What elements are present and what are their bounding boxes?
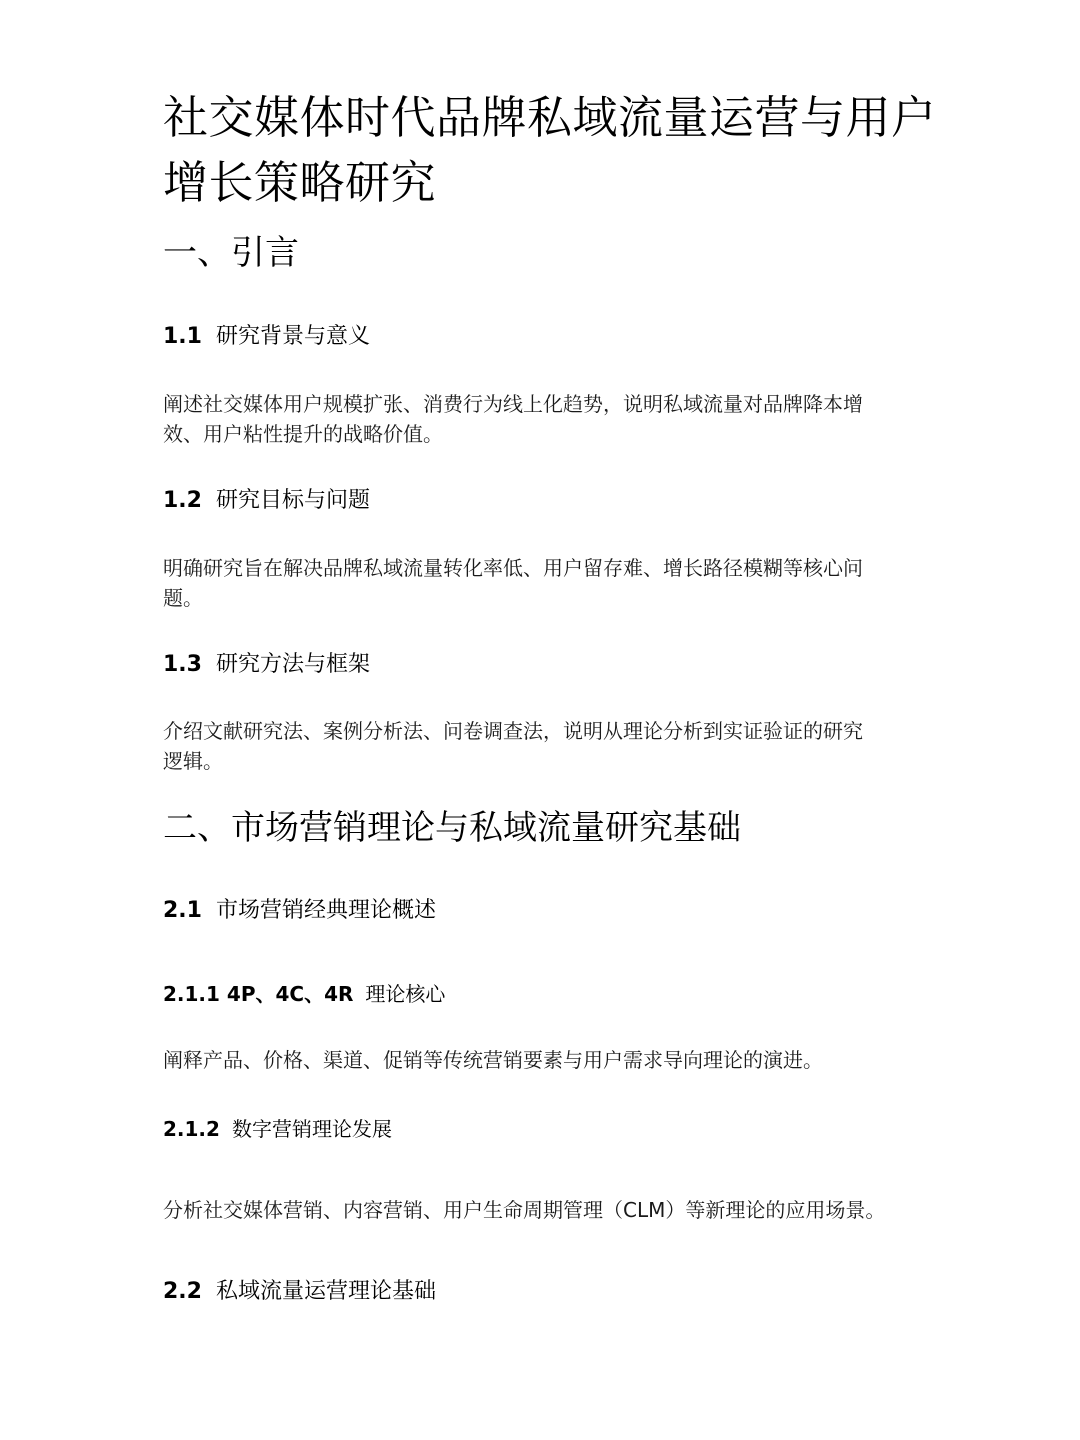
section-2-1-2-number: 2.1.2: [163, 1117, 220, 1141]
section-2-1-1-title: 理论核心: [365, 982, 446, 1006]
section-2-1-1-heading: [163, 980, 445, 1008]
section-1-2-heading: [163, 486, 370, 516]
section-2-1-2-paragraph: [163, 1195, 923, 1225]
section-1-3-number: 1.3: [163, 652, 202, 677]
paragraph-line: 阐述社交媒体用户规模扩张、消费行为线上化趋势，说明私域流量对品牌降本增: [163, 392, 863, 416]
section-1-1-number: 1.1: [163, 324, 202, 349]
document-title-line-1: 社交媒体时代品牌私域流量运营与用户: [163, 91, 937, 144]
section-1-3-heading: [163, 650, 370, 680]
section-2-2-title: 私域流量运营理论基础: [215, 1279, 436, 1304]
section-2-1-2-title: 数字营销理论发展: [231, 1117, 392, 1141]
paragraph-line: 介绍文献研究法、案例分析法、问卷调查法，说明从理论分析到实证验证的研究: [163, 719, 863, 743]
paragraph-line: 分析社交媒体营销、内容营销、用户生命周期管理（CLM）等新理论的应用场景。: [163, 1198, 886, 1222]
document-title: [163, 88, 937, 213]
section-1-heading: 一、引言: [163, 233, 299, 273]
section-1-1-title: 研究背景与意义: [215, 324, 370, 349]
section-1-2-number: 1.2: [163, 488, 202, 513]
section-2-2-number: 2.2: [163, 1279, 202, 1304]
section-2-2-heading: [163, 1277, 436, 1307]
paragraph-line: 题。: [163, 586, 203, 610]
section-1-2-title: 研究目标与问题: [215, 488, 370, 513]
paragraph-line: 效、用户粘性提升的战略价值。: [163, 422, 443, 446]
section-1-3-paragraph: [163, 716, 923, 776]
document-title-line-2: 增长策略研究: [163, 156, 437, 209]
section-2-1-2-heading: [163, 1115, 392, 1143]
paragraph-line: 逻辑。: [163, 749, 223, 773]
section-2-1-1-paragraph: [163, 1045, 923, 1075]
section-1-3-title: 研究方法与框架: [215, 652, 370, 677]
section-2-1-heading: [163, 896, 436, 926]
section-2-1-number: 2.1: [163, 898, 202, 923]
section-1-1-paragraph: [163, 389, 923, 449]
section-2-1-title: 市场营销经典理论概述: [215, 898, 436, 923]
section-2-heading: 二、市场营销理论与私域流量研究基础: [163, 808, 741, 848]
paragraph-line: 明确研究旨在解决品牌私域流量转化率低、用户留存难、增长路径模糊等核心问: [163, 556, 863, 580]
section-2-1-1-number: 2.1.1 4P、4C、4R: [163, 982, 354, 1006]
section-1-1-heading: [163, 322, 370, 352]
section-1-2-paragraph: [163, 553, 923, 613]
paragraph-line: 阐释产品、价格、渠道、促销等传统营销要素与用户需求导向理论的演进。: [163, 1048, 823, 1072]
